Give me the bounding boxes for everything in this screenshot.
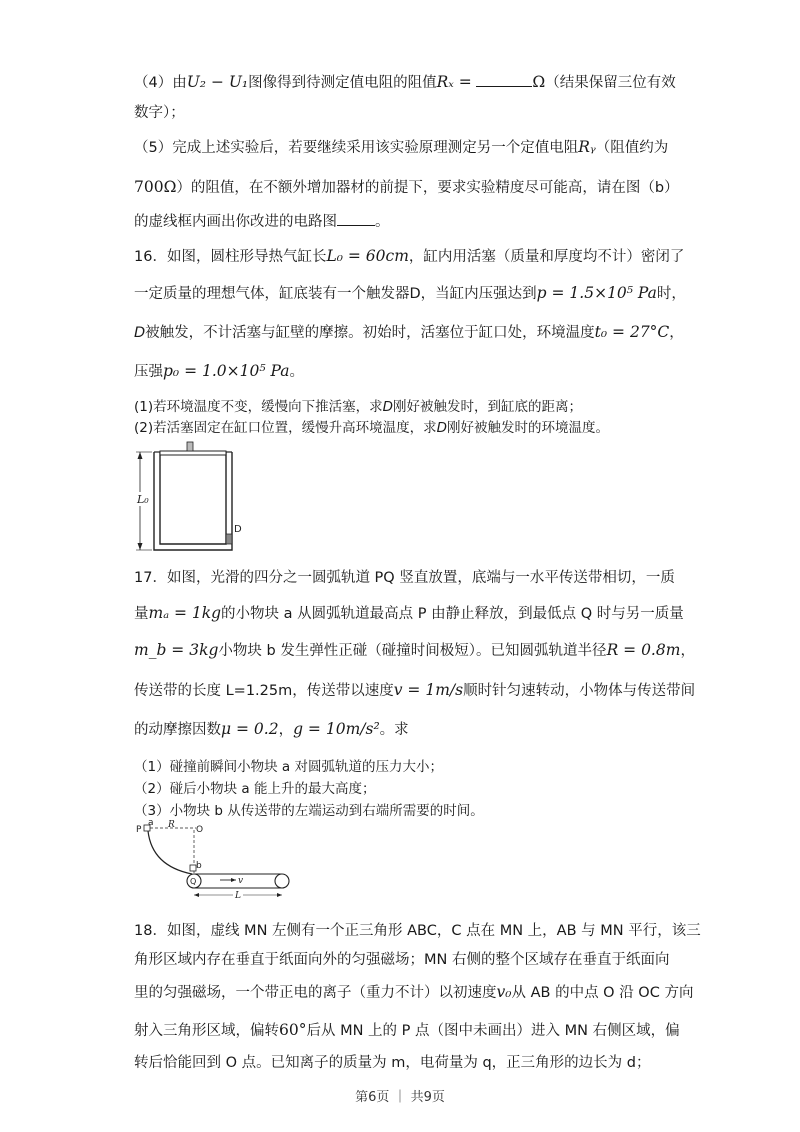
- q16-line2: 一定质量的理想气体，缸底装有一个触发器D，当缸内压强达到p = 1.5×10⁵ Pa时，: [134, 284, 686, 302]
- q16-line3: D被触发，不计活塞与缸壁的摩擦。初始时，活塞位于缸口处，环境温度t₀ = 27°C，: [134, 323, 684, 341]
- page-footer: 第6页 ｜ 共9页: [355, 1090, 445, 1105]
- q17-line3: m_b = 3kg小物块 b 发生弹性正碰（碰撞时间极短）。已知圆弧轨道半径R = 0.8m，: [134, 641, 695, 659]
- q15-part5-line3: 的虚线框内画出你改进的电路图 。: [134, 211, 666, 232]
- label-d: D: [234, 524, 242, 535]
- q15-part4-line1: （4）由U₂ − U₁图像得到待测定值电阻的阻值Rₓ = Ω（结果保留三位有效: [134, 73, 676, 91]
- q17-line5: 的动摩擦因数μ = 0.2，g = 10m/s²。求: [134, 720, 409, 738]
- q15-part4-line2: 数字）；: [134, 105, 185, 121]
- q16-line4: 压强p₀ = 1.0×10⁵ Pa。: [134, 362, 304, 380]
- q16-sub2: (2)若活塞固定在缸口位置，缓慢升高环境温度，求D刚好被触发时的环境温度。: [134, 420, 610, 436]
- label-l0: L₀: [137, 493, 149, 506]
- q17-sub3: （3）小物块 b 从传送带的左端运动到右端所需要的时间。: [134, 803, 484, 819]
- q18-line4: 射入三角形区域，偏转60°后从 MN 上的 P 点（图中未画出）进入 MN 右侧区域，偏: [134, 1021, 680, 1039]
- q17-sub2: （2）碰后小物块 a 能上升的最大高度；: [134, 781, 376, 797]
- q18-line3: 里的匀强磁场，一个带正电的离子（重力不计）以初速度v₀从 AB 的中点 O 沿 OC 方向: [134, 983, 694, 1001]
- svg-text:a: a: [148, 818, 154, 828]
- q15-part5-line1: （5）完成上述实验后，若要继续采用该实验原理测定另一个定值电阻Rᵧ（阻值约为: [134, 138, 669, 156]
- q18-line2: 角形区域内存在垂直于纸面向外的匀强磁场；MN 右侧的整个区域存在垂直于纸面向: [134, 952, 670, 968]
- q16-sub1: (1)若环境温度不变，缓慢向下推活塞，求D刚好被触发时，到缸底的距离；: [134, 399, 583, 415]
- q17-line1: 17．如图，光滑的四分之一圆弧轨道 PQ 竖直放置，底端与一水平传送带相切，一质: [134, 570, 675, 586]
- answer-blank: [476, 72, 532, 87]
- q18-line1: 18．如图，虚线 MN 左侧有一个正三角形 ABC，C 点在 MN 上，AB 与 MN 平行，该三: [134, 923, 701, 939]
- svg-text:P: P: [136, 825, 142, 835]
- q17-line4: 传送带的长度 L=1.25m，传送带以速度v = 1m/s顺时针匀速转动，小物体与传送带间: [134, 681, 696, 699]
- trigger-d: [226, 534, 232, 544]
- conveyor-figure: [134, 818, 304, 900]
- math-u2-u1: U₂ − U₁: [186, 73, 249, 91]
- svg-text:L: L: [235, 891, 241, 900]
- q16-line1: 16．如图，圆柱形导热气缸长L₀ = 60cm，缸内用活塞（质量和厚度均不计）密闭了: [134, 247, 685, 265]
- arc-track: [148, 831, 192, 874]
- svg-text:Q: Q: [190, 877, 197, 886]
- svg-text:R: R: [168, 820, 175, 830]
- svg-text:O: O: [196, 825, 204, 835]
- svg-text:b: b: [196, 861, 202, 871]
- q17-line2: 量mₐ = 1kg的小物块 a 从圆弧轨道最高点 P 由静止释放，到最低点 Q 时与另一质量: [134, 604, 684, 622]
- math-rx: Rₓ =: [436, 73, 472, 91]
- svg-text:v: v: [238, 876, 244, 886]
- q15-part5-line2: 700Ω）的阻值，在不额外增加器材的前提下，要求实验精度尽可能高，请在图（b）: [134, 178, 679, 196]
- q18-line5: 转后恰能回到 O 点。已知离子的质量为 m，电荷量为 q，正三角形的边长为 d；: [134, 1055, 651, 1071]
- q17-sub1: （1）碰撞前瞬间小物块 a 对圆弧轨道的压力大小；: [134, 759, 443, 775]
- cylinder-figure: [134, 440, 244, 555]
- answer-blank: [337, 211, 375, 226]
